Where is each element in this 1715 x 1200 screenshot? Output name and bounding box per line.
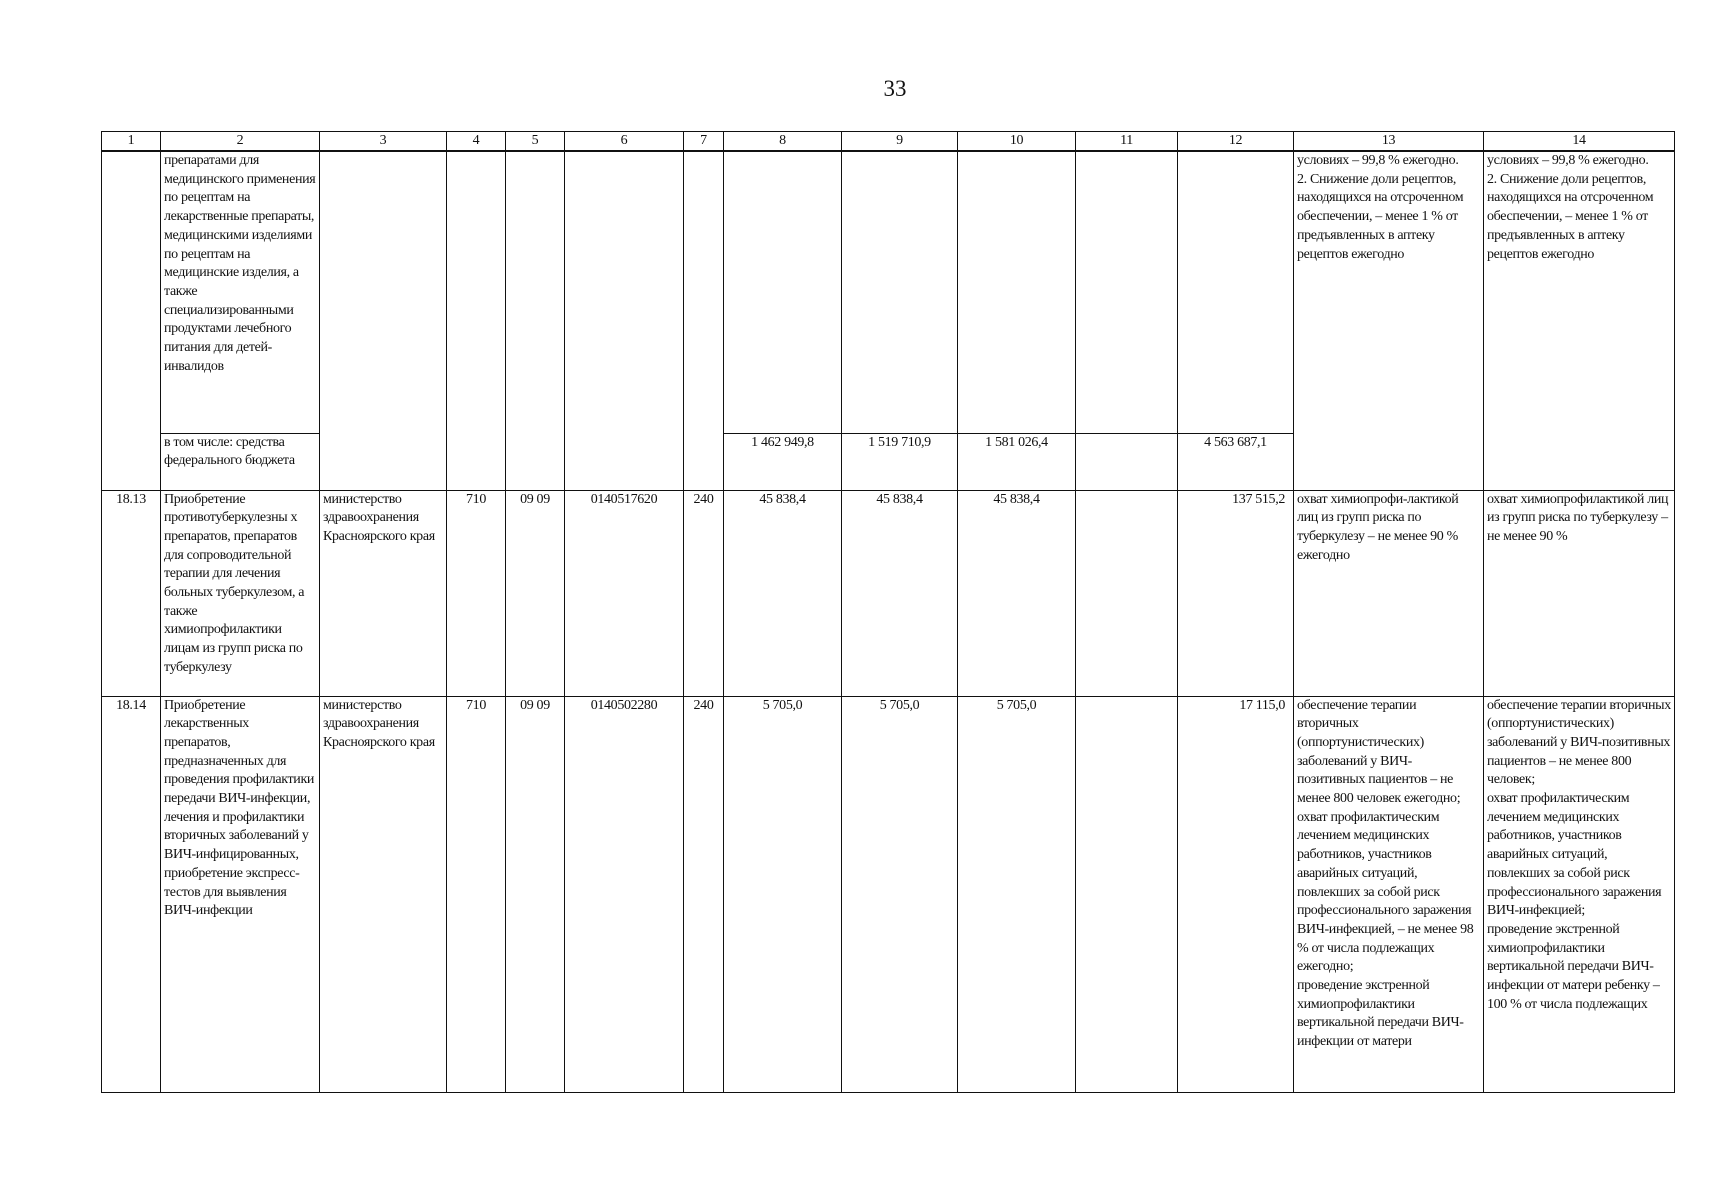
col-number: 8 — [724, 132, 842, 152]
empty-cell — [1076, 151, 1178, 433]
col-number: 5 — [506, 132, 565, 152]
executor-cell: министерство здравоохранения Красноярского края — [320, 696, 447, 1092]
grbs-cell: 710 — [447, 490, 506, 696]
result-col14-cell: охват химиопрофилактикой лиц из групп риска по туберкулезу – не менее 90 % — [1484, 490, 1675, 696]
subtotal-year3: 1 581 026,4 — [958, 433, 1076, 490]
col-number: 11 — [1076, 132, 1178, 152]
budget-table — [101, 131, 1675, 1093]
year2-cell: 5 705,0 — [842, 696, 958, 1092]
grbs-cell — [447, 151, 506, 490]
year3-cell — [958, 151, 1076, 433]
total-cell: 137 515,2 — [1178, 490, 1294, 696]
rzpr-cell: 09 09 — [506, 490, 565, 696]
vr-cell — [684, 151, 724, 490]
vr-cell: 240 — [684, 696, 724, 1092]
executor-cell: министерство здравоохранения Красноярского края — [320, 490, 447, 696]
col-number: 9 — [842, 132, 958, 152]
col-number: 3 — [320, 132, 447, 152]
col-number: 10 — [958, 132, 1076, 152]
subtotal-label-cell: в том числе: средства федерального бюджета — [161, 433, 320, 490]
subtotal-year1: 1 462 949,8 — [724, 433, 842, 490]
column-number-row — [102, 132, 1675, 152]
subtotal-year2: 1 519 710,9 — [842, 433, 958, 490]
csr-cell — [565, 151, 684, 490]
col-number: 1 — [102, 132, 161, 152]
result-col13-cell: условиях – 99,8 % ежегодно. 2. Снижение доли рецептов, находящихся на отсроченном обеспечении, – менее 1 % от предъявленных в аптеку рецептов ежегодно — [1294, 151, 1484, 490]
year3-cell: 45 838,4 — [958, 490, 1076, 696]
grbs-cell: 710 — [447, 696, 506, 1092]
col-number: 14 — [1484, 132, 1675, 152]
event-name-cell: Приобретение противотуберкулезны х препаратов, препаратов для сопроводительной терапии для лечения больных туберкулезом, а также химиопрофилактики лицам из групп риска по туберкулезу — [161, 490, 320, 696]
table-row — [102, 490, 1675, 696]
result-col13-cell: охват химиопрофи-лактикой лиц из групп риска по туберкулезу – не менее 90 % ежегодно — [1294, 490, 1484, 696]
row-number-cell: 18.13 — [102, 490, 161, 696]
year1-cell — [724, 151, 842, 433]
table-row — [102, 696, 1675, 1092]
year2-cell — [842, 151, 958, 433]
event-name-cell: Приобретение лекарственных препаратов, предназначенных для проведения профилактики передачи ВИЧ-инфекции, лечения и профилактики вторичных заболеваний у ВИЧ-инфицированных, приобретение экспресс-тестов для выявления ВИЧ-инфекции — [161, 696, 320, 1092]
page-number: 33 — [883, 76, 907, 101]
col-number: 13 — [1294, 132, 1484, 152]
total-cell: 17 115,0 — [1178, 696, 1294, 1092]
empty-cell — [1076, 696, 1178, 1092]
row-number-cell: 18.14 — [102, 696, 161, 1092]
total-cell — [1178, 151, 1294, 433]
executor-cell — [320, 151, 447, 490]
csr-cell: 0140517620 — [565, 490, 684, 696]
col-number: 7 — [684, 132, 724, 152]
year1-cell: 45 838,4 — [724, 490, 842, 696]
row-number-cell — [102, 151, 161, 490]
col-number: 6 — [565, 132, 684, 152]
result-col13-cell: обеспечение терапии вторичных (оппортунистических) заболеваний у ВИЧ-позитивных пациентов – не менее 800 человек ежегодно; охват профилактическим лечением медицинских работников, участников аварийных ситуаций, повлекших за собой риск профессионального заражения ВИЧ-инфекцией, – не менее 98 % от числа подлежащих ежегодно; проведение экстренной химиопрофилактики вертикальной передачи ВИЧ-инфекции от матери — [1294, 696, 1484, 1092]
subtotal-total: 4 563 687,1 — [1178, 433, 1294, 490]
result-col14-cell: условиях – 99,8 % ежегодно. 2. Снижение доли рецептов, находящихся на отсроченном обеспечении, – менее 1 % от предъявленных в аптеку рецептов ежегодно — [1484, 151, 1675, 490]
col-number: 2 — [161, 132, 320, 152]
table-row-continuation — [102, 151, 1675, 433]
rzpr-cell: 09 09 — [506, 696, 565, 1092]
year3-cell: 5 705,0 — [958, 696, 1076, 1092]
vr-cell: 240 — [684, 490, 724, 696]
rzpr-cell — [506, 151, 565, 490]
event-name-cell: препаратами для медицинского применения по рецептам на лекарственные препараты, медицинскими изделиями по рецептам на медицинские изделия, а также специализированными продуктами лечебного питания для детей-инвалидов — [161, 151, 320, 433]
year1-cell: 5 705,0 — [724, 696, 842, 1092]
result-col14-cell: обеспечение терапии вторичных (оппортунистических) заболеваний у ВИЧ-позитивных пациентов – не менее 800 человек; охват профилактическим лечением медицинских работников, участников аварийных ситуаций, повлекших за собой риск профессионального заражения ВИЧ-инфекцией; проведение экстренной химиопрофилактики вертикальной передачи ВИЧ-инфекции от матери ребенку – 100 % от числа подлежащих — [1484, 696, 1675, 1092]
csr-cell: 0140502280 — [565, 696, 684, 1092]
col-number: 12 — [1178, 132, 1294, 152]
empty-cell — [1076, 433, 1178, 490]
empty-cell — [1076, 490, 1178, 696]
col-number: 4 — [447, 132, 506, 152]
year2-cell: 45 838,4 — [842, 490, 958, 696]
